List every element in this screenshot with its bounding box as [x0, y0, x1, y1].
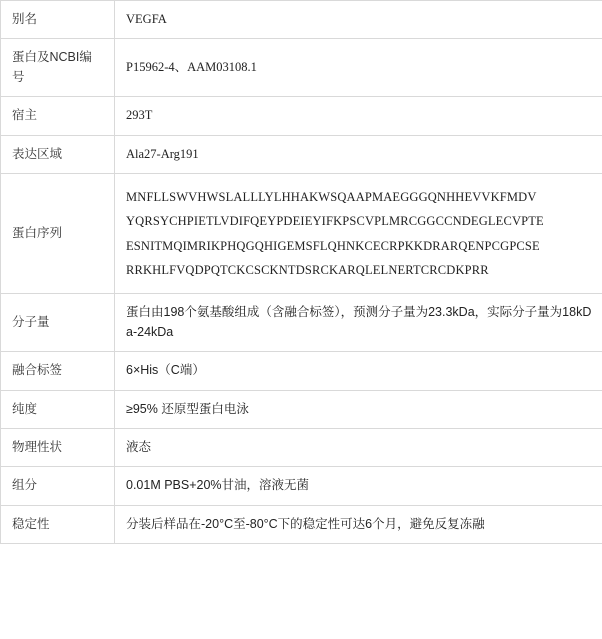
row-value-formulation: 0.01M PBS+20%甘油，溶液无菌 — [115, 467, 602, 505]
row-value-protein-sequence — [115, 173, 602, 294]
table-row — [1, 505, 602, 543]
row-label-physical-state: 物理性状 — [1, 428, 115, 466]
row-value-physical-state: 液态 — [115, 428, 602, 466]
table-row — [1, 135, 602, 173]
row-value-expression-region: Ala27-Arg191 — [115, 135, 602, 173]
row-value-fusion-tag: 6×His（C端） — [115, 352, 602, 390]
sequence-line: RRKHLFVQDPQTCKCSCKNTDSRCKARQLELNERTCRCDKPRR — [126, 263, 489, 277]
table-row — [1, 1, 602, 39]
row-value-host: 293T — [115, 97, 602, 135]
sequence-line: ESNITMQIMRIKPHQGQHIGEMSFLQHNKCECRPKKDRARQENPCGPCSE — [126, 238, 540, 253]
spec-table-body — [1, 1, 602, 544]
row-label-protein-sequence: 蛋白序列 — [1, 173, 115, 294]
row-label-molecular-weight: 分子量 — [1, 294, 115, 352]
table-row — [1, 428, 602, 466]
sequence-line: MNFLLSWVHWSLALLLYLHHAKWSQAAPMAEGGGQNHHEVVKFMDV — [126, 189, 537, 204]
row-label-expression-region: 表达区域 — [1, 135, 115, 173]
row-label-host: 宿主 — [1, 97, 115, 135]
row-label-fusion-tag: 融合标签 — [1, 352, 115, 390]
row-label-purity: 纯度 — [1, 390, 115, 428]
row-label-stability: 稳定性 — [1, 505, 115, 543]
table-row — [1, 97, 602, 135]
table-row — [1, 390, 602, 428]
row-label-formulation: 组分 — [1, 467, 115, 505]
row-label-alias: 别名 — [1, 1, 115, 39]
row-value-accession: P15962-4、AAM03108.1 — [115, 39, 602, 97]
row-label-accession: 蛋白及NCBI编号 — [1, 39, 115, 97]
table-row — [1, 352, 602, 390]
row-value-alias: VEGFA — [115, 1, 602, 39]
sequence-line: YQRSYCHPIETLVDIFQEYPDEIEYIFKPSCVPLMRCGGCCNDEGLECVPTE — [126, 214, 544, 229]
table-row — [1, 173, 602, 294]
table-row — [1, 294, 602, 352]
row-value-purity: ≥95% 还原型蛋白电泳 — [115, 390, 602, 428]
table-row — [1, 39, 602, 97]
row-value-stability: 分装后样品在-20°C至-80°C下的稳定性可达6个月，避免反复冻融 — [115, 505, 602, 543]
table-row — [1, 467, 602, 505]
row-value-molecular-weight: 蛋白由198个氨基酸组成（含融合标签），预测分子量为23.3kDa，实际分子量为18kDa-24kDa — [115, 294, 602, 352]
